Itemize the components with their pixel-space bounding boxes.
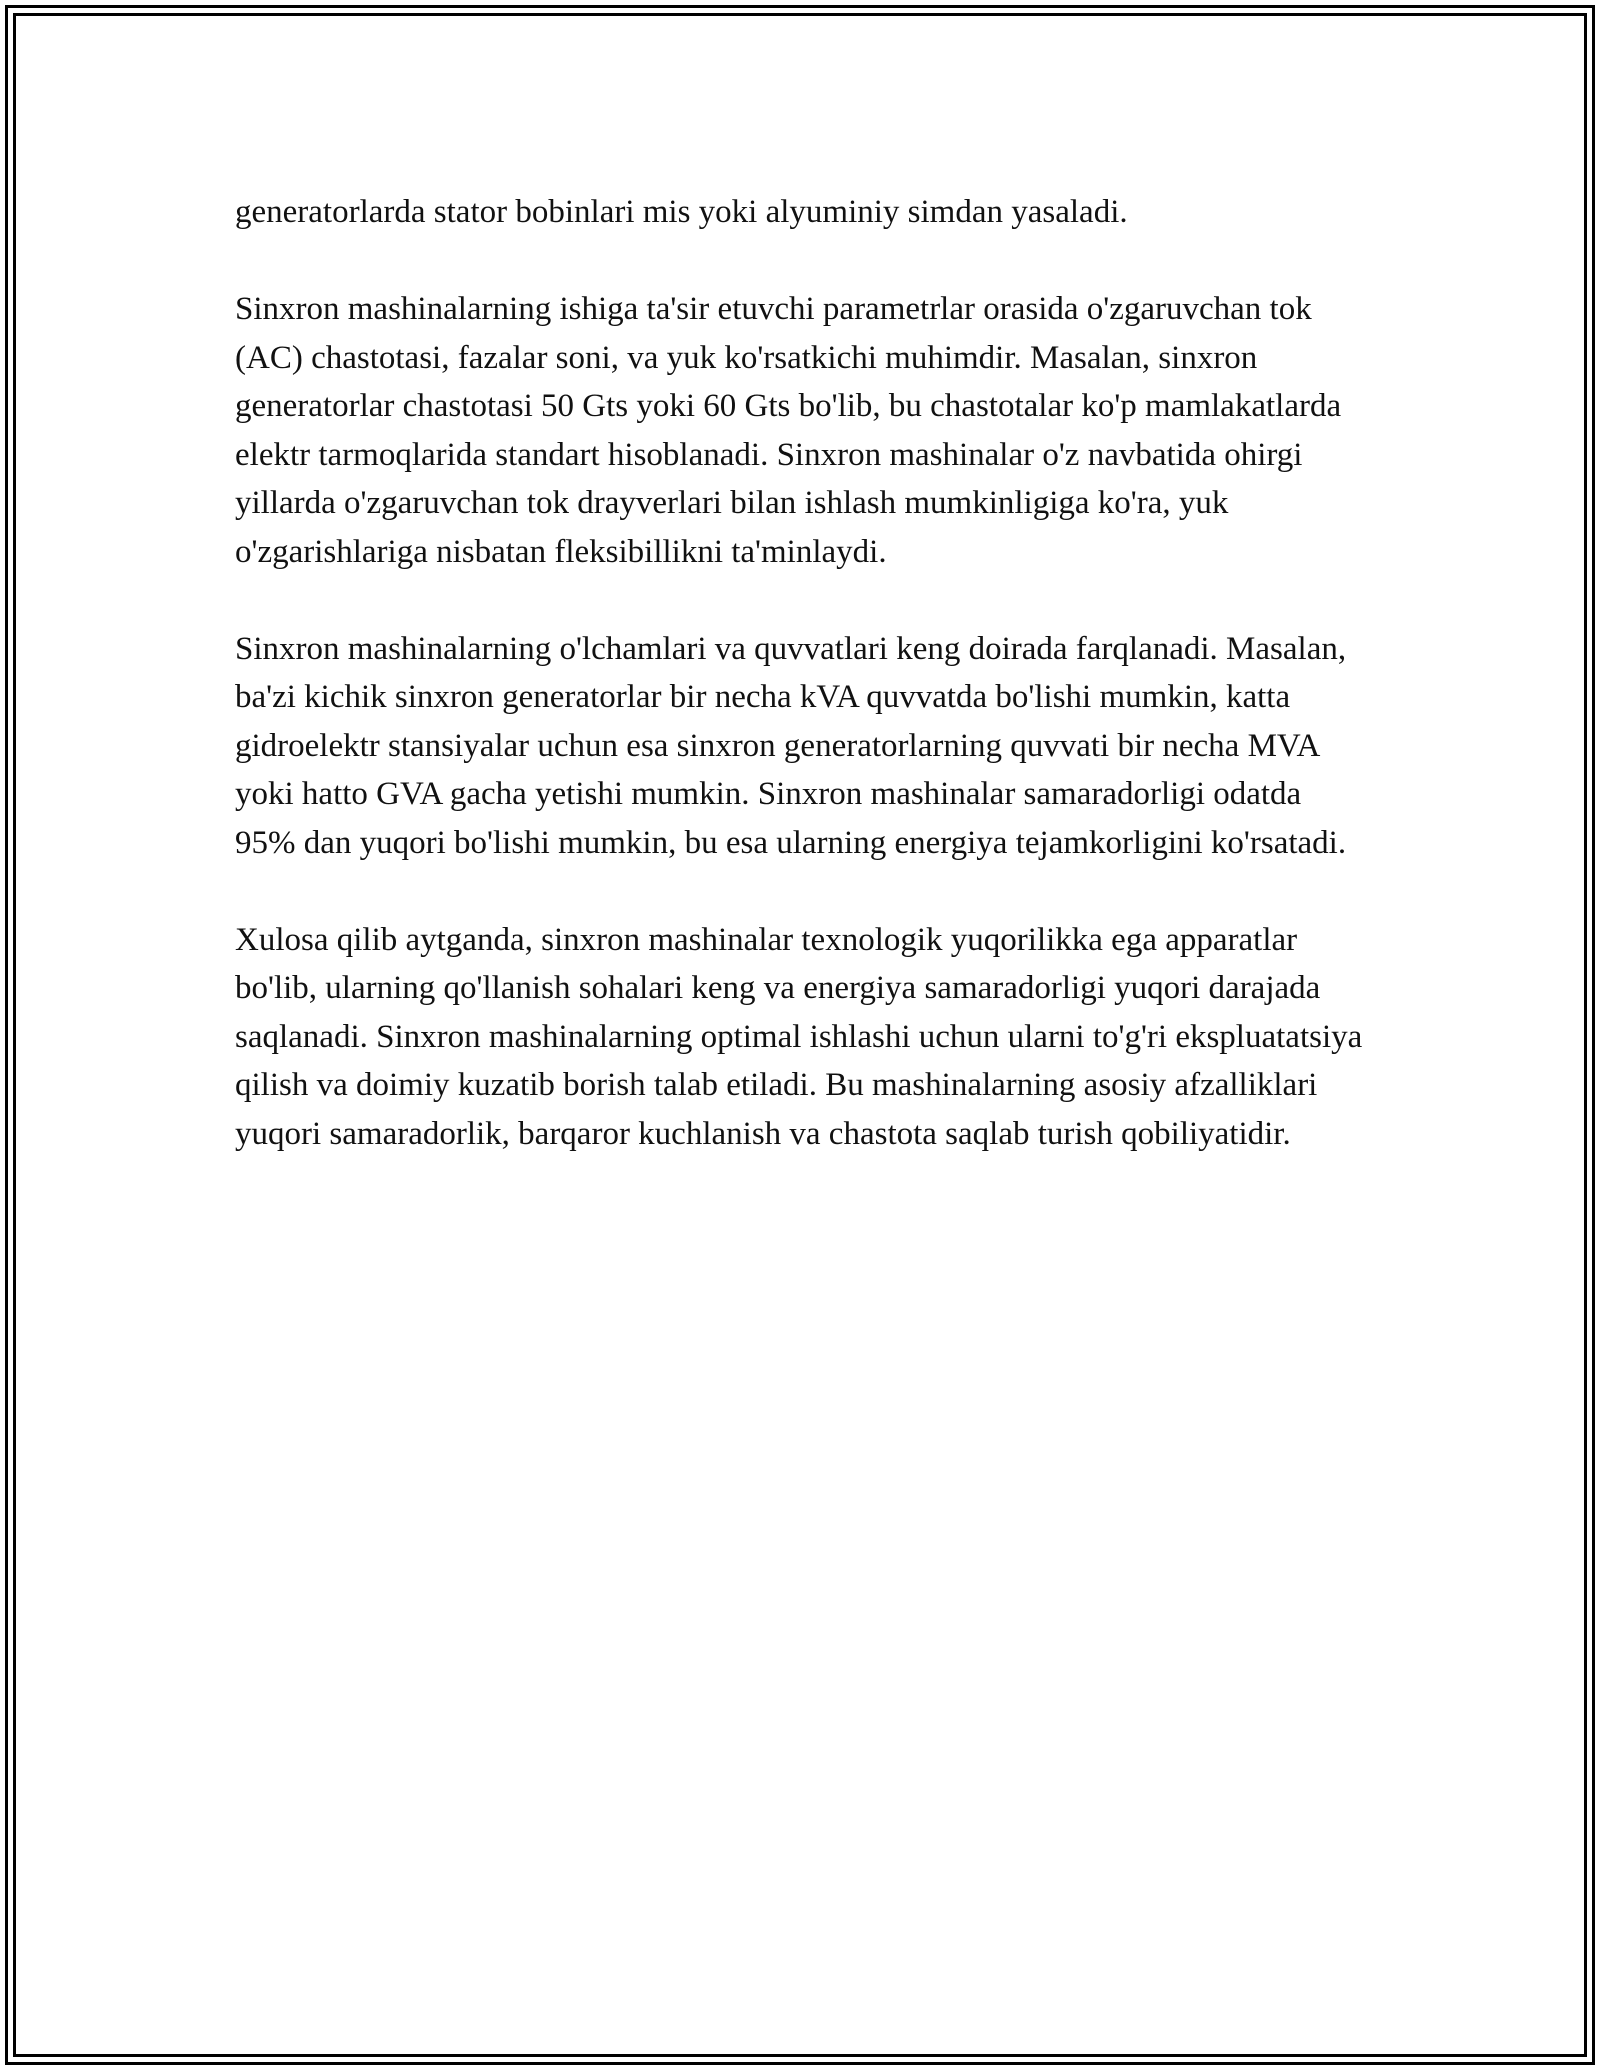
document-body (235, 188, 1365, 1207)
paragraph-parameters: Sinxron mashinalarning ishiga ta'sir etuvchi parametrlar orasida o'zgaruvchan tok (AC) chastotasi, fazalar soni, va yuk ko'rsatkichi muhimdir. Masalan, sinxron generatorlar chastotasi 50 Gts yoki 60 Gts bo'lib, bu chastotalar ko'p mamlakatlarda elektr tarmoqlarida standart hisoblanadi. Sinxron mashinalar o'z navbatida ohirgi yillarda o'zgaruvchan tok drayverlari bilan ishlash mumkinligiga ko'ra, yuk o'zgarishlariga nisbatan fleksibillikni ta'minlaydi. (235, 291, 1342, 570)
paragraph-continuation: generatorlarda stator bobinlari mis yoki alyuminiy simdan yasaladi. (235, 194, 1128, 230)
paragraph-sizes-power: Sinxron mashinalarning o'lchamlari va quvvatlari keng doirada farqlanadi. Masalan, ba'zi kichik sinxron generatorlar bir necha kVA quvvatda bo'lishi mumkin, katta gidroelektr stansiyalar uchun esa sinxron generatorlarning quvvati bir necha MVA yoki hatto GVA gacha yetishi mumkin. Sinxron mashinalar samaradorligi odatda 95% dan yuqori bo'lishi mumkin, bu esa ularning energiya tejamkorligini ko'rsatadi. (235, 630, 1347, 861)
paragraph-conclusion: Xulosa qilib aytganda, sinxron mashinalar texnologik yuqorilikka ega apparatlar bo'lib, ularning qo'llanish sohalari keng va energiya samaradorligi yuqori darajada saqlanadi. Sinxron mashinalarning optimal ishlashi uchun ularni to'g'ri ekspluatatsiya qilish va doimiy kuzatib borish talab etiladi. Bu mashinalarning asosiy afzalliklari yuqori samaradorlik, barqaror kuchlanish va chastota saqlab turish qobiliyatidir. (235, 921, 1363, 1152)
